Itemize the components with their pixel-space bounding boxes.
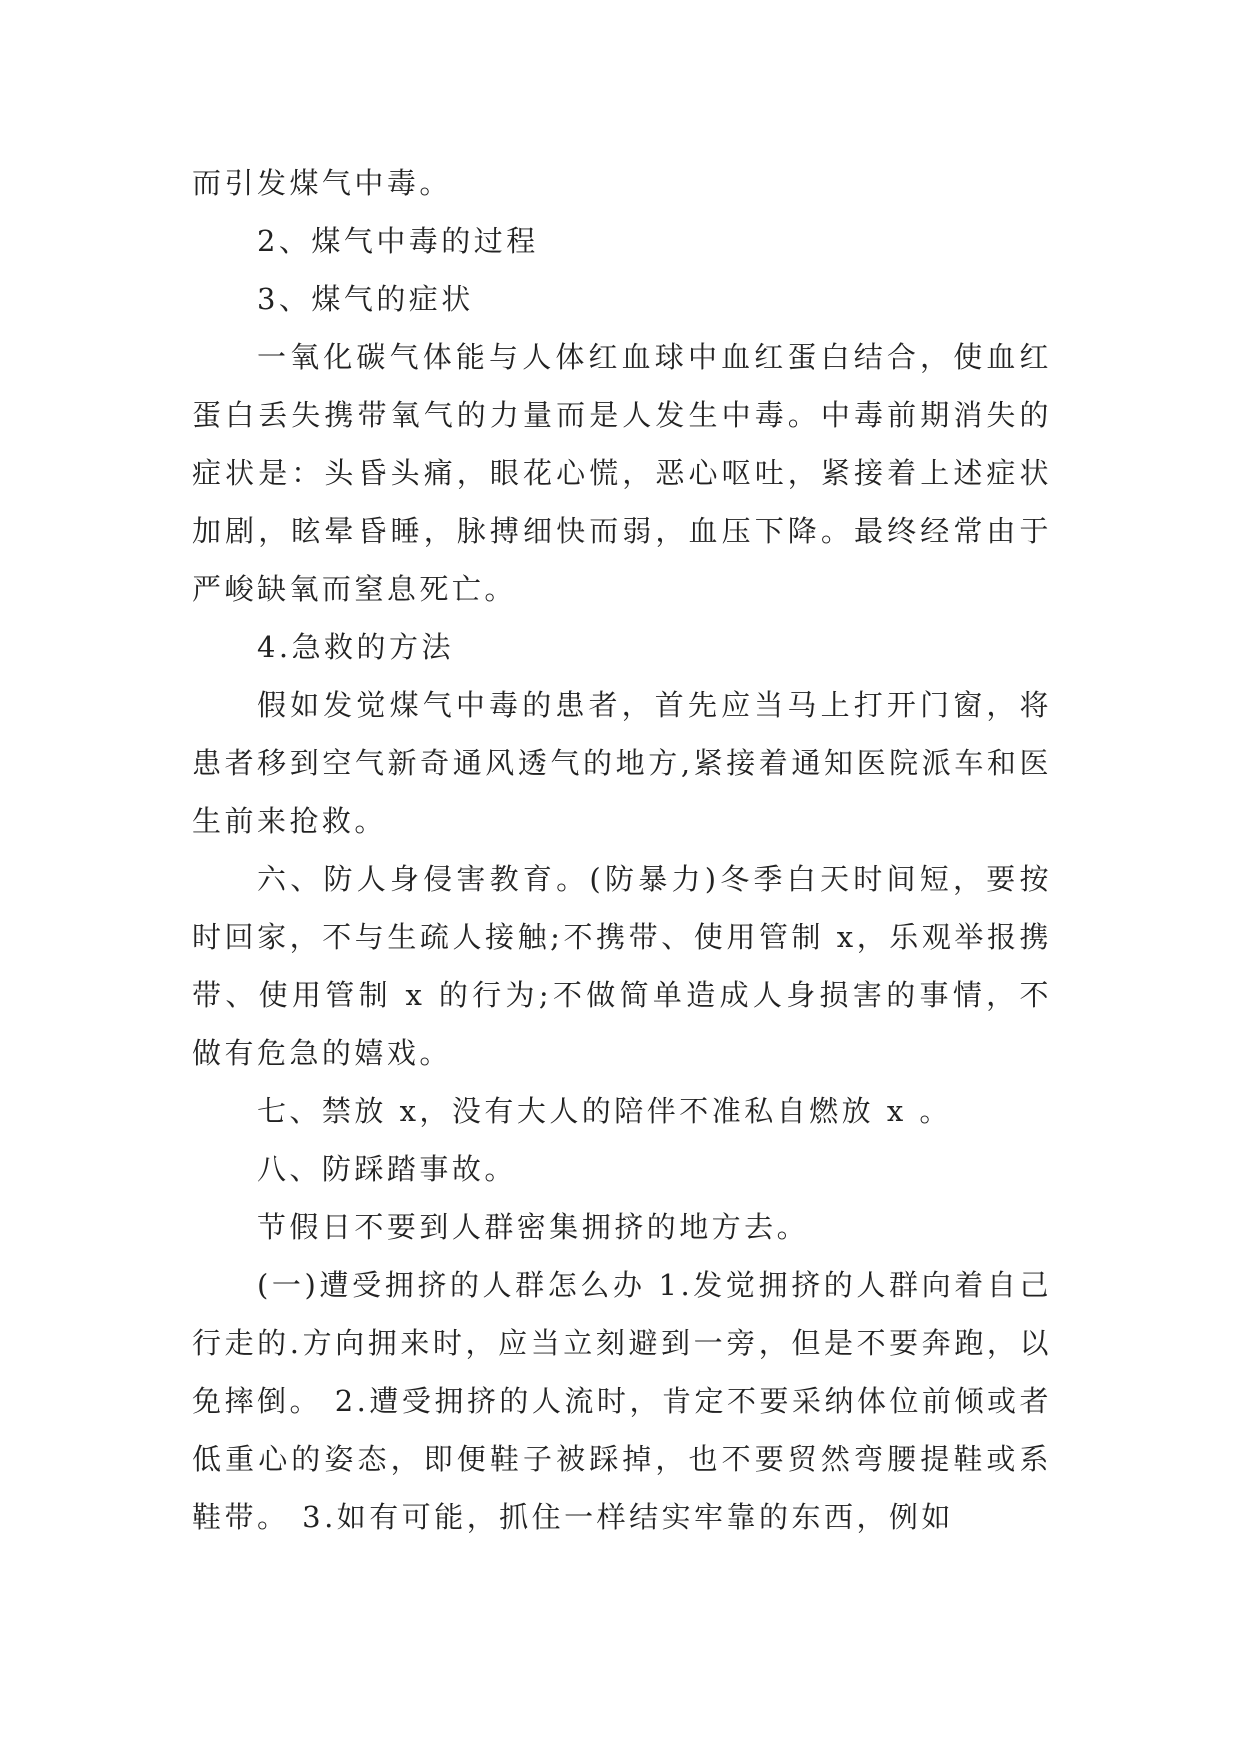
heading-symptoms: 3、煤气的症状 [256, 282, 474, 316]
paragraph-symptoms: 一氧化碳气体能与人体红血球中血红蛋白结合，使血红蛋白丢失携带氧气的力量而是人发生中毒。中毒前期消失的症状是：头昏头痛，眼花心慌，恶心呕吐，紧接着上述症状加剧，眩晕昏睡，脉搏细快而弱，血压下降。最终经常由于严峻缺氧而窒息死亡。 [192, 340, 1052, 606]
document-page [192, 154, 1052, 1546]
paragraph-crowd-response: (一)遭受拥挤的人群怎么办 1.发觉拥挤的人群向着自己行走的.方向拥来时，应当立刻避到一旁，但是不要奔跑，以免摔倒。 2.遭受拥挤的人流时，肯定不要采纳体位前倾或者低重心的姿态，即便鞋子被踩掉，也不要贸然弯腰提鞋或系鞋带。 3.如有可能，抓住一样结实牢靠的东西，例如 [192, 1268, 1052, 1534]
heading-poisoning-process: 2、煤气中毒的过程 [256, 224, 539, 258]
heading-first-aid: 4.急救的方法 [256, 630, 454, 664]
paragraph-carbon-monoxide-cause-end: 而引发煤气中毒。 [192, 166, 452, 200]
paragraph-first-aid: 假如发觉煤气中毒的患者，首先应当马上打开门窗，将患者移到空气新奇通风透气的地方,紧接着通知医院派车和医生前来抢救。 [192, 688, 1052, 838]
paragraph-avoid-crowds: 节假日不要到人群密集拥挤的地方去。 [256, 1210, 810, 1244]
heading-stampede-prevention: 八、防踩踏事故。 [256, 1152, 517, 1186]
paragraph-fireworks: 七、禁放 x，没有大人的陪伴不准私自燃放 x 。 [256, 1094, 952, 1128]
paragraph-personal-safety: 六、防人身侵害教育。(防暴力)冬季白天时间短，要按时回家，不与生疏人接触;不携带、使用管制 x，乐观举报携带、使用管制 x 的行为;不做简单造成人身损害的事情，不做有危急的嬉戏。 [192, 862, 1052, 1070]
